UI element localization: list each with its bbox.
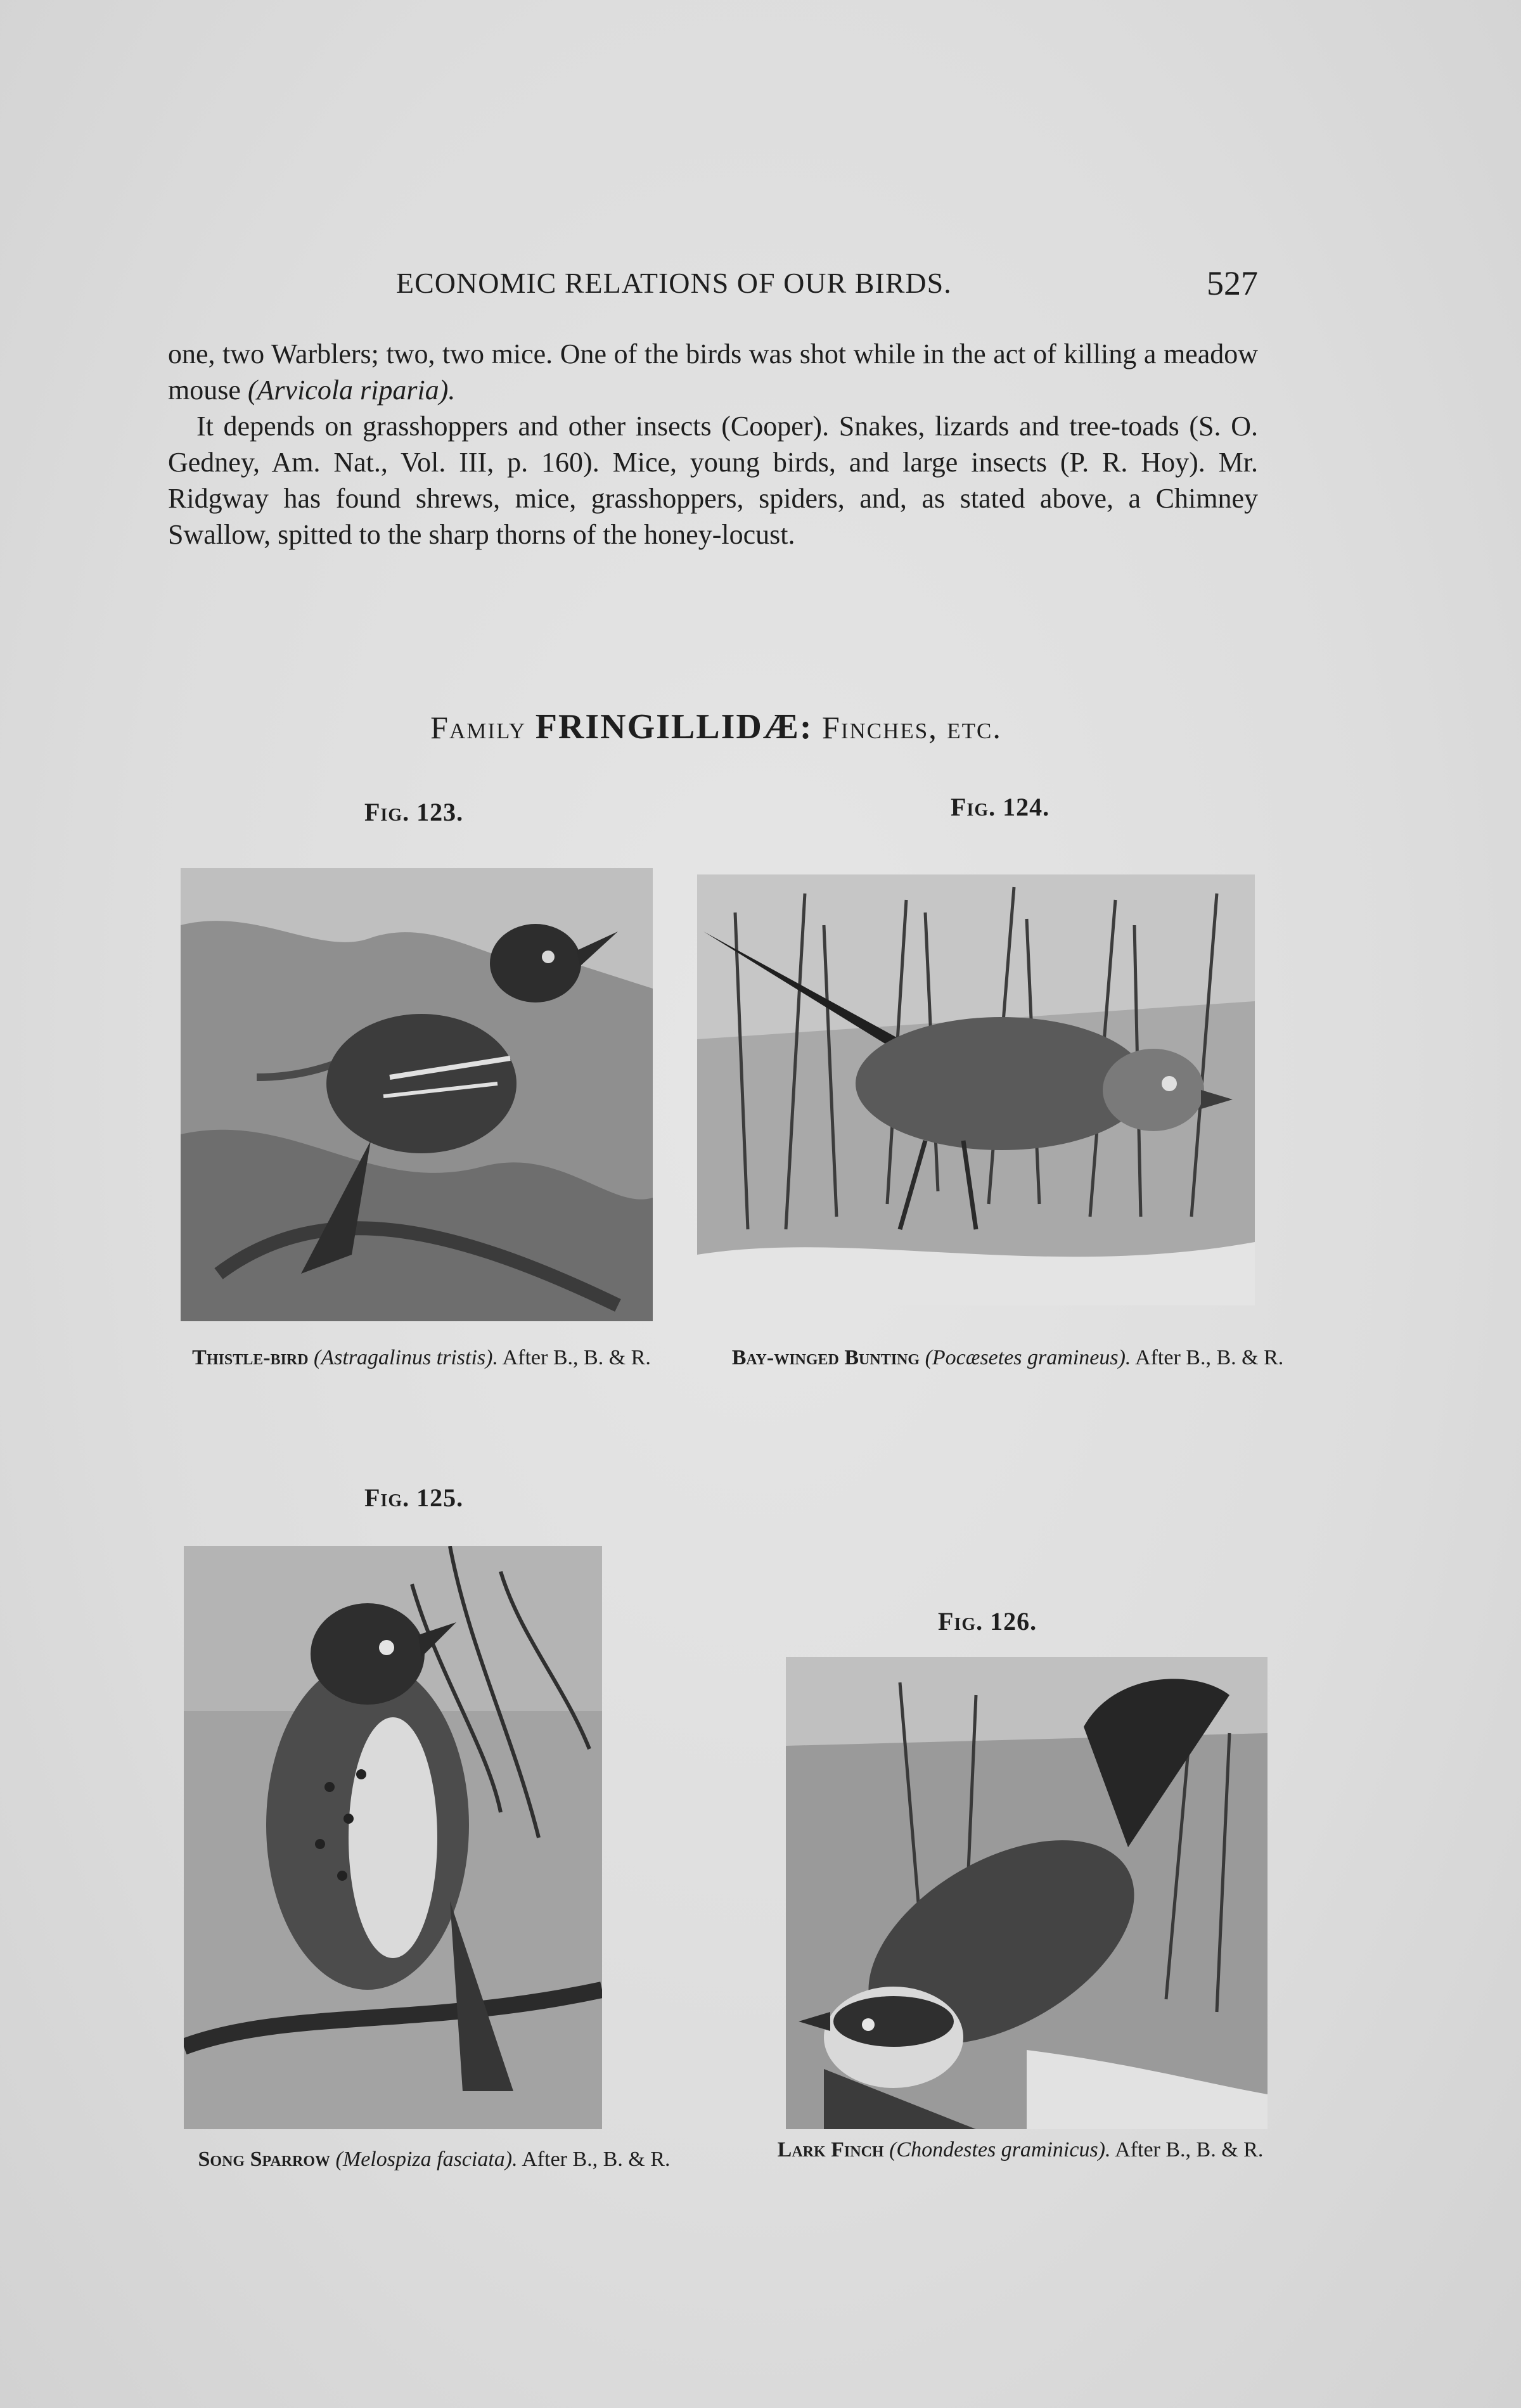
fig-123-caption-species: (Astragalinus tristis). [314, 1346, 498, 1369]
paragraph-1 [168, 336, 1258, 408]
fig-126-caption-species: (Chondestes graminicus). [889, 2138, 1111, 2161]
fig-123-illustration [181, 868, 653, 1321]
fig-124-caption-name: Bay-winged Bunting [731, 1346, 920, 1369]
fig-125-illustration [184, 1546, 602, 2129]
fig-126-caption-after: After B., B. & R. [1115, 2138, 1264, 2161]
fig-124-caption-after: After B., B. & R. [1135, 1346, 1284, 1369]
paragraph-1-text: one, two Warblers; two, two mice. One of the birds was shot while in the act of killing a meadow mouse [168, 338, 1258, 406]
running-head [168, 266, 1258, 304]
fig-124-label: Fig. 124. [951, 793, 1050, 821]
paragraph-1-species: (Arvicola riparia). [247, 375, 456, 406]
fig-126-caption [757, 2136, 1283, 2165]
fig-123-caption-name: Thistle-bird [192, 1346, 309, 1369]
running-title: ECONOMIC RELATIONS OF OUR BIRDS. [396, 267, 952, 299]
family-heading [0, 707, 1432, 747]
fig-123-label: Fig. 123. [364, 798, 464, 826]
page-number: 527 [1207, 264, 1258, 302]
paragraph-2: It depends on grasshoppers and other insects (Cooper). Snakes, lizards and tree-toads (S. O. Gedney, Am. Nat., Vol. III, p. 160). Mice, young birds, and large insects (P. R. Hoy). Mr. Ridgway has found shrews, mice, grasshoppers, spiders, and, as stated above, a Chimney Swallow, spitted to the sharp thorns of the honey-locust. [168, 411, 1258, 550]
fig-123-caption [162, 1343, 681, 1373]
fig-126-label: Fig. 126. [938, 1607, 1037, 1636]
fig-126-illustration [786, 1657, 1268, 2129]
fig-125-caption-species: (Melospiza fasciata). [335, 2148, 518, 2171]
fig-123-caption-after: After B., B. & R. [502, 1346, 651, 1369]
body-text [168, 336, 1258, 553]
fig-125-caption-after: After B., B. & R. [522, 2148, 671, 2171]
fig-125-caption [171, 2145, 697, 2174]
fig-124-caption [729, 1343, 1287, 1373]
family-heading-suffix: Finches, etc. [822, 710, 1002, 745]
fig-124-illustration [697, 874, 1255, 1305]
fig-126-caption-name: Lark Finch [777, 2138, 884, 2161]
family-heading-name: FRINGILLIDÆ: [535, 707, 813, 746]
fig-124-caption-species: (Pocæsetes gramineus). [925, 1346, 1131, 1369]
fig-125-label: Fig. 125. [364, 1483, 464, 1512]
family-heading-prefix: Family [430, 710, 527, 745]
fig-125-caption-name: Song Sparrow [198, 2148, 331, 2171]
